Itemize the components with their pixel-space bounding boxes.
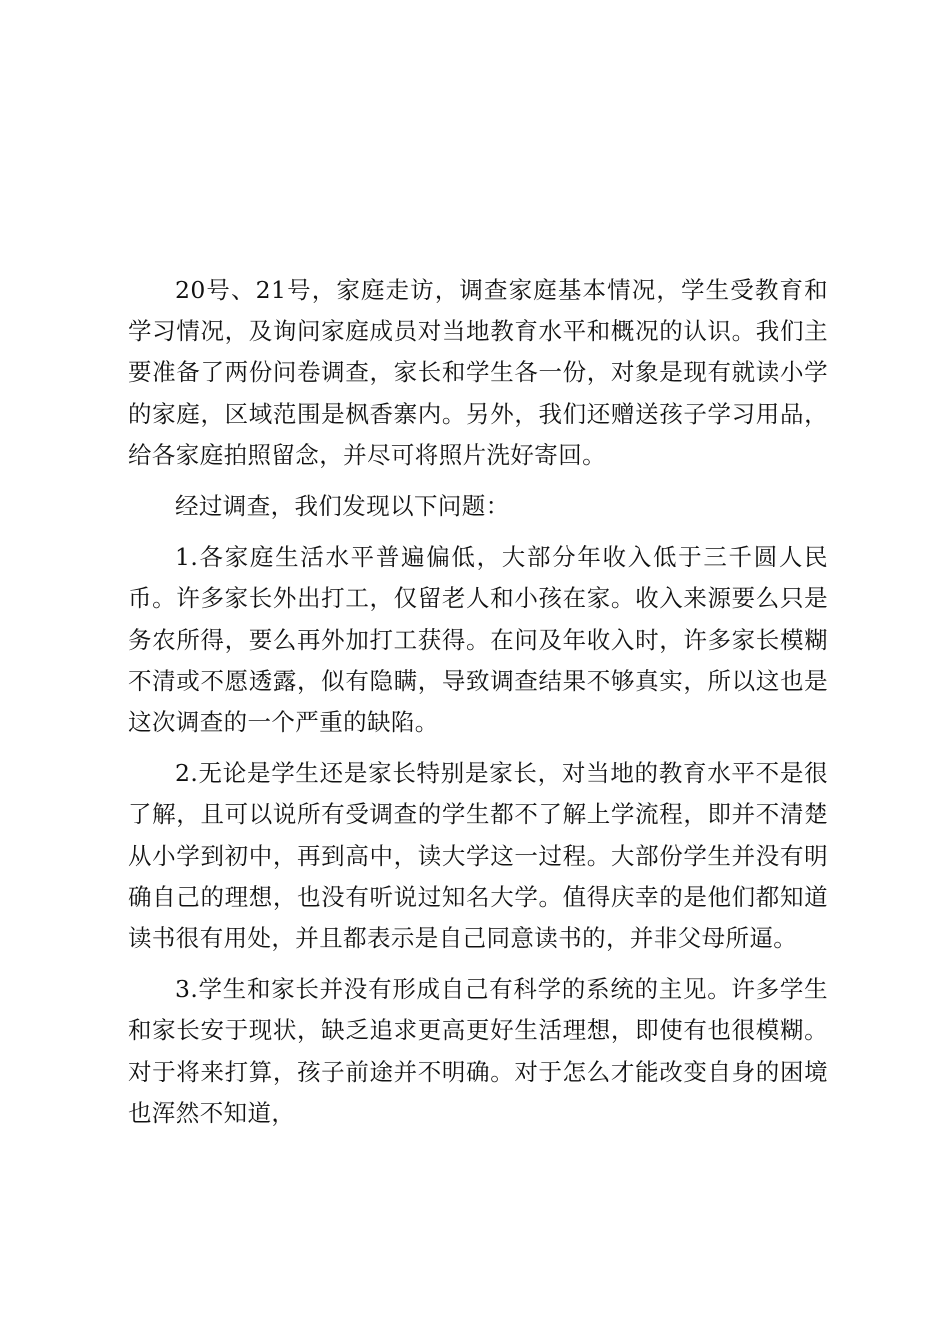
paragraph-family-visit: 20号、21号，家庭走访，调查家庭基本情况，学生受教育和学习情况，及询问家庭成员对当地教育水平和概况的认识。我们主要准备了两份问卷调查，家长和学生各一份，对象是现有就读小学的家庭，区域范围是枫香寨内。另外，我们还赠送孩子学习用品，给各家庭拍照留念，并尽可将照片洗好寄回。 [128, 276, 828, 469]
paragraph-finding-3: 3.学生和家长并没有形成自己有科学的系统的主见。许多学生和家长安于现状，缺乏追求更高更好生活理想，即使有也很模糊。对于将来打算，孩子前途并不明确。对于怎么才能改变自身的困境也浑然不知道， [128, 975, 828, 1127]
paragraph-finding-1: 1.各家庭生活水平普遍偏低，大部分年收入低于三千圆人民币。许多家长外出打工，仅留老人和小孩在家。收入来源要么只是务农所得，要么再外加打工获得。在问及年收入时，许多家长模糊不清或不愿透露，似有隐瞒，导致调查结果不够真实，所以这也是这次调查的一个严重的缺陷。 [128, 543, 828, 737]
paragraph-finding-2: 2.无论是学生还是家长特别是家长，对当地的教育水平不是很了解，且可以说所有受调查的学生都不了解上学流程，即并不清楚从小学到初中，再到高中，读大学这一过程。大部份学生并没有明确自己的理想，也没有听说过知名大学。值得庆幸的是他们都知道读书很有用处，并且都表示是自己同意读书的，并非父母所逼。 [128, 759, 828, 953]
paragraph-findings-intro: 经过调查，我们发现以下问题： [175, 492, 510, 521]
document-body [128, 270, 828, 1134]
